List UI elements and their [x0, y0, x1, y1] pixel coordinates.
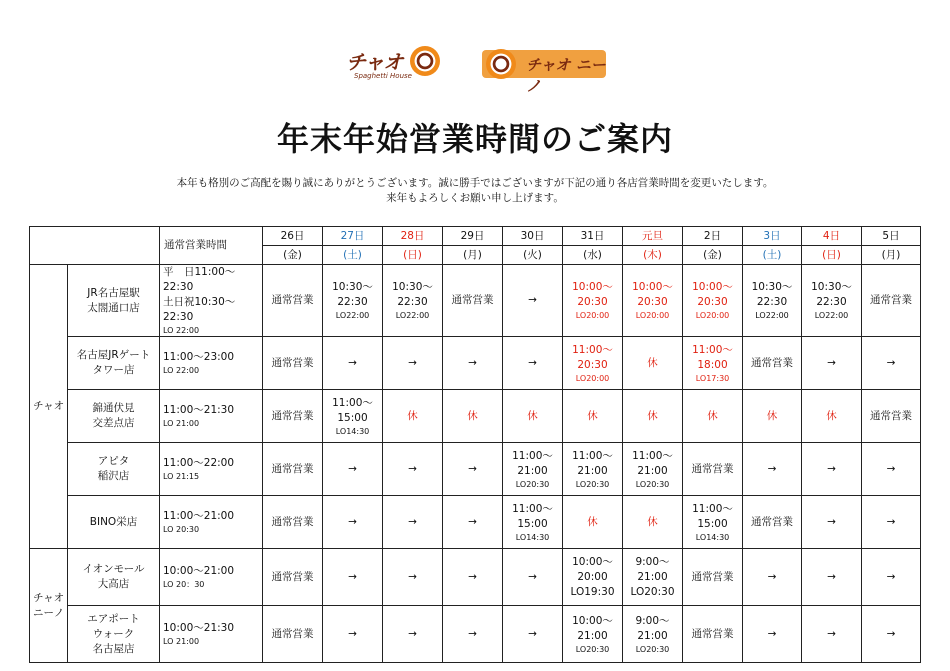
- schedule-text: 通常営業: [751, 515, 793, 528]
- brand-cell: [30, 265, 68, 549]
- last-order: LO 22:00: [163, 326, 200, 335]
- store-name: 太閤通口店: [87, 301, 140, 314]
- schedule-text: →: [468, 356, 477, 369]
- last-order: LO 21:15: [163, 472, 200, 481]
- schedule-cell: [443, 390, 503, 443]
- schedule-text: 10:30～: [392, 281, 433, 293]
- schedule-text: →: [408, 356, 417, 369]
- schedule-cell: [323, 606, 383, 663]
- schedule-text: 9:00～: [635, 614, 670, 627]
- date-header-cell: 28日: [383, 227, 443, 246]
- store-row: [30, 265, 921, 337]
- store-row: [30, 390, 921, 443]
- schedule-text: 休: [587, 409, 598, 422]
- schedule-text: 休: [707, 409, 718, 422]
- last-order: LO22:00: [395, 311, 430, 320]
- normal-hours: 11:00～21:00: [163, 510, 235, 522]
- last-order: LO14:30: [515, 532, 550, 542]
- schedule-text: 22:30: [337, 296, 368, 308]
- normal-hours: 11:00～22:00: [163, 457, 235, 469]
- normal-hours: 11:00～21:30: [163, 404, 235, 416]
- last-order: LO20:30: [515, 479, 550, 489]
- last-order: LO22:00: [814, 311, 849, 320]
- normal-hours: 11:00～23:00: [163, 351, 235, 363]
- schedule-text: 通常営業: [271, 515, 314, 528]
- day-header-cell: (土): [323, 246, 383, 265]
- day-header-cell: (月): [443, 246, 503, 265]
- last-order: LO20:30: [575, 644, 610, 654]
- schedule-text: LO19:30: [570, 585, 615, 598]
- store-row: [30, 337, 921, 390]
- schedule-cell: [323, 390, 383, 443]
- schedule-text: 18:00: [697, 358, 728, 371]
- normal-hours-cell: [160, 496, 263, 549]
- schedule-text: →: [886, 627, 896, 640]
- schedule-text: 21:00: [637, 629, 668, 642]
- schedule-text: 通常営業: [271, 294, 314, 306]
- schedule-cell: [862, 606, 921, 663]
- store-name-cell: [68, 496, 160, 549]
- schedule-cell: [503, 549, 563, 606]
- normal-hours: 土日祝10:30～22:30: [163, 296, 236, 323]
- schedule-text: 20:30: [697, 296, 728, 308]
- schedule-text: →: [886, 462, 896, 475]
- schedule-cell: [383, 265, 443, 337]
- sun-icon: [410, 46, 440, 76]
- day-header-cell: (金): [683, 246, 743, 265]
- schedule-cell: [862, 443, 921, 496]
- schedule-cell: [323, 337, 383, 390]
- schedule-cell: [263, 496, 323, 549]
- normal-hours: 10:00～21:00: [163, 565, 235, 577]
- schedule-text: →: [348, 515, 357, 528]
- schedule-cell: [743, 443, 802, 496]
- schedule-text: 10:00～: [572, 281, 613, 293]
- schedule-cell: [683, 443, 743, 496]
- schedule-cell: [623, 496, 683, 549]
- schedule-cell: [263, 390, 323, 443]
- schedule-text: →: [348, 570, 357, 583]
- schedule-cell: [323, 265, 383, 337]
- schedule-text: 休: [647, 409, 658, 422]
- schedule-cell: [563, 265, 623, 337]
- schedule-text: →: [827, 356, 836, 369]
- schedule-text: 通常営業: [691, 570, 734, 583]
- schedule-text: 15:00: [337, 411, 368, 424]
- schedule-cell: [802, 443, 862, 496]
- schedule-cell: [683, 265, 743, 337]
- last-order: LO20:00: [695, 311, 730, 320]
- schedule-cell: [563, 496, 623, 549]
- intro-text: [0, 176, 950, 206]
- schedule-text: LO20:30: [630, 585, 675, 598]
- schedule-text: 10:00～: [632, 281, 673, 293]
- last-order: LO22:00: [335, 311, 370, 320]
- date-header-cell: 4日: [802, 227, 862, 246]
- schedule-cell: [743, 496, 802, 549]
- store-name: ウォーク: [92, 627, 135, 640]
- schedule-text: →: [468, 627, 477, 640]
- last-order: LO 20：30: [163, 580, 205, 589]
- schedule-text: 通常営業: [870, 409, 912, 422]
- last-order: LO14:30: [695, 532, 730, 542]
- schedule-text: 通常営業: [271, 409, 314, 422]
- store-name-cell: [68, 549, 160, 606]
- schedule-text: →: [528, 570, 537, 583]
- schedule-text: →: [528, 356, 537, 369]
- schedule-text: 通常営業: [870, 294, 912, 306]
- schedule-text: 22:30: [816, 296, 847, 308]
- store-name: 交差点店: [92, 417, 135, 429]
- date-header-cell: 30日: [503, 227, 563, 246]
- schedule-text: 通常営業: [691, 627, 734, 640]
- schedule-cell: [503, 443, 563, 496]
- store-row: [30, 606, 921, 663]
- last-order: LO 21:00: [163, 637, 200, 646]
- normal-hours-cell: [160, 390, 263, 443]
- schedule-text: 通常営業: [271, 356, 314, 369]
- schedule-text: →: [827, 515, 836, 528]
- schedule-cell: [563, 390, 623, 443]
- store-name: アピタ: [97, 455, 130, 467]
- schedule-cell: [623, 549, 683, 606]
- store-row: [30, 549, 921, 606]
- last-order: LO 21:00: [163, 419, 200, 428]
- intro-line: 来年もよろしくお願い申し上げます。: [386, 192, 564, 204]
- schedule-text: 11:00～: [572, 449, 613, 462]
- store-name: 名古屋JRゲート: [76, 349, 151, 361]
- schedule-cell: [862, 390, 921, 443]
- schedule-cell: [802, 265, 862, 337]
- schedule-text: 休: [407, 409, 418, 422]
- schedule-table: [29, 226, 921, 663]
- last-order: LO20:30: [635, 644, 670, 654]
- normal-hours: 平 日11:00～22:30: [163, 266, 236, 293]
- schedule-cell: [443, 549, 503, 606]
- header-row-dates: [30, 227, 921, 246]
- schedule-cell: [323, 549, 383, 606]
- page-title: 年末年始営業時間のご案内: [276, 120, 673, 158]
- store-name-cell: [68, 390, 160, 443]
- schedule-cell: [743, 265, 802, 337]
- schedule-cell: [623, 390, 683, 443]
- schedule-cell: [563, 337, 623, 390]
- last-order: LO20:30: [575, 479, 610, 489]
- schedule-text: →: [348, 627, 357, 640]
- schedule-cell: [683, 606, 743, 663]
- schedule-cell: [802, 496, 862, 549]
- schedule-text: →: [408, 627, 417, 640]
- schedule-text: 22:30: [756, 296, 788, 308]
- schedule-text: 休: [647, 356, 658, 369]
- schedule-cell: [503, 496, 563, 549]
- schedule-cell: [443, 443, 503, 496]
- store-name-cell: [68, 606, 160, 663]
- store-row: [30, 443, 921, 496]
- day-header-cell: (水): [563, 246, 623, 265]
- schedule-cell: [862, 337, 921, 390]
- normal-hours-cell: [160, 606, 263, 663]
- brand-name: チャオ: [33, 400, 65, 412]
- schedule-cell: [743, 549, 802, 606]
- store-name: タワー店: [92, 364, 135, 376]
- schedule-cell: [383, 337, 443, 390]
- schedule-cell: [263, 549, 323, 606]
- schedule-cell: [263, 265, 323, 337]
- schedule-cell: [503, 390, 563, 443]
- normal-hours-cell: [160, 443, 263, 496]
- sun-icon: [486, 49, 516, 79]
- store-row: [30, 496, 921, 549]
- schedule-text: 21:00: [517, 464, 548, 477]
- schedule-text: 10:30～: [751, 281, 793, 293]
- schedule-text: 通常営業: [271, 570, 314, 583]
- store-name: 名古屋店: [92, 642, 135, 655]
- schedule-text: →: [468, 462, 477, 475]
- date-header-cell: 31日: [563, 227, 623, 246]
- ciao-logo: [346, 44, 442, 84]
- store-name-cell: [68, 443, 160, 496]
- intro-line: 本年も格別のご高配を賜り誠にありがとうございます。誠に勝手ではございますが下記の通り各店営業時間を変更いたします。: [176, 177, 774, 189]
- normal-hours: 10:00～21:30: [163, 622, 235, 634]
- schedule-text: 21:00: [637, 570, 668, 583]
- normal-hours-cell: [160, 337, 263, 390]
- normal-hours-cell: [160, 265, 263, 337]
- date-header-cell: 26日: [263, 227, 323, 246]
- day-header-cell: (月): [862, 246, 921, 265]
- schedule-text: 休: [527, 409, 538, 422]
- day-header-cell: (日): [383, 246, 443, 265]
- schedule-text: 通常営業: [451, 294, 494, 306]
- last-order: LO22:00: [755, 311, 789, 320]
- schedule-text: →: [348, 356, 357, 369]
- schedule-text: →: [886, 570, 896, 583]
- schedule-text: 休: [826, 409, 837, 422]
- schedule-text: →: [827, 570, 836, 583]
- schedule-cell: [443, 337, 503, 390]
- schedule-text: 20:00: [577, 570, 608, 583]
- schedule-cell: [802, 606, 862, 663]
- schedule-text: 10:00～: [572, 555, 613, 568]
- schedule-text: 通常営業: [271, 462, 314, 475]
- schedule-cell: [743, 390, 802, 443]
- schedule-text: 休: [587, 515, 598, 528]
- last-order: LO20:00: [575, 311, 610, 320]
- schedule-cell: [623, 265, 683, 337]
- day-header-cell: (土): [743, 246, 802, 265]
- schedule-text: →: [408, 570, 417, 583]
- schedule-text: 9:00～: [635, 555, 670, 568]
- day-header-cell: (日): [802, 246, 862, 265]
- schedule-text: 休: [766, 409, 778, 422]
- schedule-text: 11:00～: [572, 343, 613, 356]
- schedule-cell: [683, 549, 743, 606]
- last-order: LO17:30: [695, 373, 730, 383]
- store-name-cell: [68, 265, 160, 337]
- last-order: LO 20:30: [163, 525, 200, 534]
- schedule-cell: [802, 337, 862, 390]
- schedule-text: 11:00～: [692, 343, 733, 356]
- schedule-cell: [383, 606, 443, 663]
- schedule-text: 10:00～: [692, 281, 733, 293]
- schedule-cell: [862, 549, 921, 606]
- schedule-cell: [683, 337, 743, 390]
- schedule-cell: [383, 549, 443, 606]
- schedule-text: 11:00～: [632, 449, 673, 462]
- schedule-text: →: [886, 515, 896, 528]
- schedule-text: →: [827, 627, 836, 640]
- schedule-text: →: [468, 515, 477, 528]
- schedule-text: 通常営業: [271, 627, 314, 640]
- schedule-cell: [263, 443, 323, 496]
- schedule-text: 20:30: [577, 296, 608, 308]
- ciao-nino-logo-text: チャオ ニーノ: [526, 56, 606, 95]
- schedule-cell: [683, 496, 743, 549]
- schedule-text: 通常営業: [691, 462, 734, 475]
- schedule-text: →: [408, 515, 417, 528]
- schedule-text: 11:00～: [512, 502, 553, 515]
- schedule-cell: [383, 496, 443, 549]
- schedule-text: →: [528, 294, 537, 306]
- schedule-cell: [563, 549, 623, 606]
- schedule-cell: [443, 606, 503, 663]
- date-header-cell: 元旦: [623, 227, 683, 246]
- schedule-text: →: [767, 570, 777, 583]
- normal-hours-cell: [160, 549, 263, 606]
- day-header-cell: (金): [263, 246, 323, 265]
- schedule-cell: [383, 390, 443, 443]
- last-order: LO14:30: [335, 426, 370, 436]
- schedule-text: 休: [467, 409, 478, 422]
- schedule-text: 15:00: [517, 517, 548, 530]
- schedule-text: →: [468, 570, 477, 583]
- store-name: 稲沢店: [97, 470, 130, 482]
- last-order: LO20:00: [635, 311, 670, 320]
- schedule-cell: [443, 496, 503, 549]
- logo-bar: [0, 44, 950, 95]
- brand-name: チャオ: [33, 591, 65, 604]
- brand-cell: [30, 549, 68, 663]
- schedule-text: 10:30～: [811, 281, 852, 293]
- schedule-cell: [503, 337, 563, 390]
- schedule-text: →: [886, 356, 896, 369]
- day-header-cell: (火): [503, 246, 563, 265]
- schedule-cell: [503, 265, 563, 337]
- schedule-cell: [263, 606, 323, 663]
- last-order: LO 22:00: [163, 366, 200, 375]
- schedule-cell: [623, 606, 683, 663]
- header-blank-cell: [30, 227, 160, 265]
- day-header-cell: (木): [623, 246, 683, 265]
- schedule-cell: [862, 496, 921, 549]
- schedule-cell: [743, 337, 802, 390]
- schedule-text: 休: [647, 515, 658, 528]
- last-order: LO20:00: [575, 373, 610, 383]
- schedule-cell: [563, 443, 623, 496]
- schedule-cell: [802, 549, 862, 606]
- schedule-text: 11:00～: [332, 396, 373, 409]
- schedule-cell: [802, 390, 862, 443]
- schedule-text: 11:00～: [692, 502, 733, 515]
- schedule-text: 11:00～: [512, 449, 553, 462]
- schedule-text: 10:00～: [572, 614, 613, 627]
- schedule-text: 20:30: [637, 296, 668, 308]
- schedule-text: 21:00: [577, 629, 608, 642]
- schedule-text: →: [408, 462, 417, 475]
- store-name-cell: [68, 337, 160, 390]
- store-name: エアポート: [87, 612, 140, 625]
- store-name: 大高店: [97, 578, 130, 590]
- schedule-cell: [563, 606, 623, 663]
- brand-name: ニーノ: [33, 606, 65, 619]
- schedule-text: 20:30: [577, 358, 608, 371]
- ciao-logo-subtext: Spaghetti House: [354, 72, 412, 80]
- schedule-text: 通常営業: [751, 356, 793, 369]
- schedule-cell: [263, 337, 323, 390]
- store-name: BINO栄店: [89, 515, 138, 528]
- store-name: 錦通伏見: [92, 402, 135, 414]
- schedule-text: →: [528, 627, 537, 640]
- ciao-logo-text: チャオ: [346, 50, 403, 74]
- schedule-text: 21:00: [637, 464, 668, 477]
- schedule-cell: [743, 606, 802, 663]
- schedule-cell: [683, 390, 743, 443]
- store-name: イオンモール: [82, 563, 145, 575]
- schedule-text: →: [767, 462, 777, 475]
- schedule-text: →: [827, 462, 836, 475]
- last-order: LO20:30: [635, 479, 670, 489]
- store-name: JR名古屋駅: [87, 286, 140, 299]
- schedule-cell: [323, 496, 383, 549]
- hours-header: 通常営業時間: [160, 227, 263, 265]
- schedule-cell: [862, 265, 921, 337]
- schedule-text: 10:30～: [332, 281, 373, 293]
- schedule-cell: [323, 443, 383, 496]
- schedule-text: →: [348, 462, 357, 475]
- date-header-cell: 5日: [862, 227, 921, 246]
- date-header-cell: 29日: [443, 227, 503, 246]
- schedule-text: 15:00: [697, 517, 728, 530]
- date-header-cell: 3日: [743, 227, 802, 246]
- date-header-cell: 27日: [323, 227, 383, 246]
- schedule-cell: [503, 606, 563, 663]
- schedule-cell: [383, 443, 443, 496]
- schedule-cell: [443, 265, 503, 337]
- schedule-text: 21:00: [577, 464, 608, 477]
- schedule-text: 22:30: [397, 296, 428, 308]
- schedule-cell: [623, 337, 683, 390]
- schedule-cell: [623, 443, 683, 496]
- ciao-nino-logo: [482, 50, 606, 95]
- date-header-cell: 2日: [683, 227, 743, 246]
- schedule-text: →: [767, 627, 777, 640]
